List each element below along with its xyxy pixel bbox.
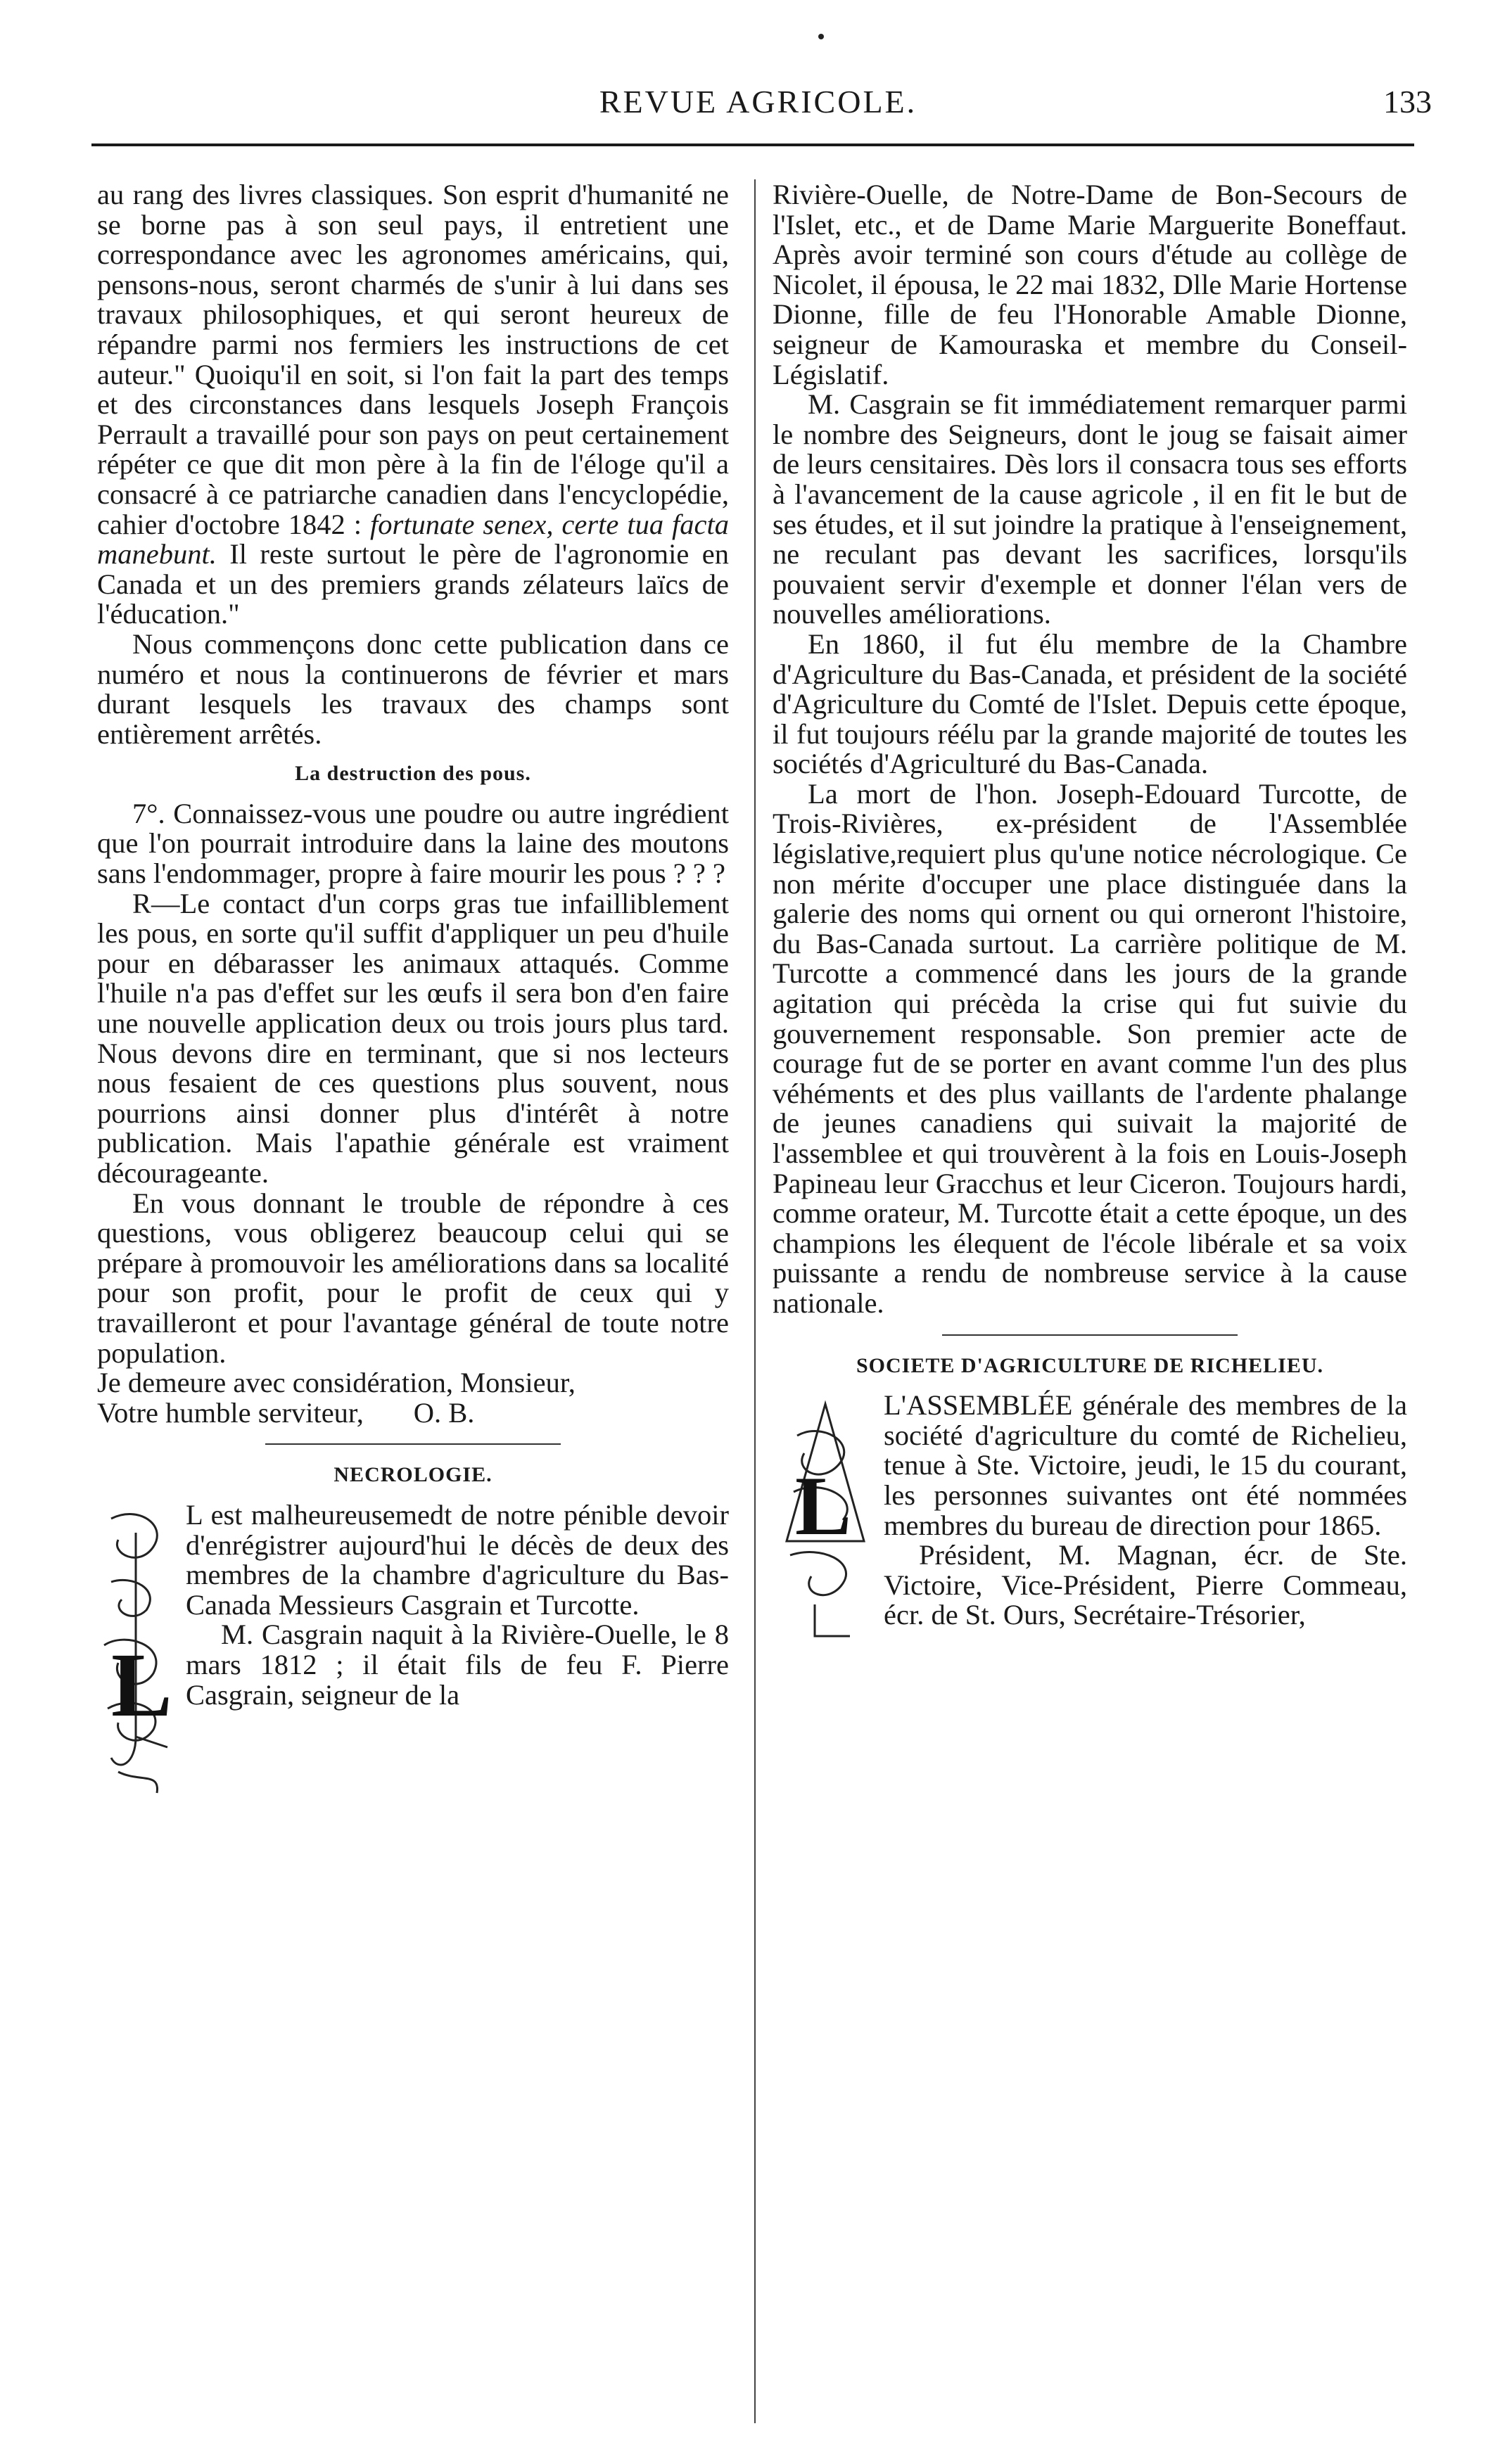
heading-destruction-pous: La destruction des pous.	[295, 762, 531, 786]
casgrain-paragraph: M. Casgrain naquit à la Rivière-Ouelle, le 8 mars 1812 ; il était fils de feu F. Pierre Casgrain, seigneur de la	[186, 1619, 729, 1711]
heading-societe-richelieu: SOCIETE D'AGRICULTURE DE RICHELIEU.	[856, 1353, 1324, 1377]
left-column	[97, 180, 729, 1807]
page-number: 133	[1383, 84, 1432, 120]
paragraph-casgrain-seigneur: M. Casgrain se fit immédiatement remarquer parmi le nombre des Seigneurs, dont le joug se faisait aimer de leurs censitaires. Dès lors il consacra tous ses efforts à l'avancement de la cause agricole , il en fit le but de ses études, et il sut joindre la pratique à l'enseignement, ne reculant pas devant les sacrifices, lorsqu'ils pouvaient servir d'exemple et donner l'élan vers de nouvelles améliorations.	[773, 388, 1407, 630]
paragraph-turcotte: La mort de l'hon. Joseph-Edouard Turcotte, de Trois-Rivières, ex-président de l'Assemblée législative,requiert plus qu'une notice nécrologique. Ce non mérite d'occuper une place distinguée dans la galerie des noms qui ornent ou qui orneront l'histoire, du Bas-Canada surtout. La carrière politique de M. Turcotte a commencé dans les jours de la grande agitation qui précèda la crise qui fut suivie du gouvernement responsable. Son premier acte de courage fut de se porter en avant comme l'un des plus véhéments et des plus vaillants de l'ardente phalange de jeunes canadiens qui suivait la majorité de l'assemblee et qui trouvèrent à la fois en Louis-Joseph Papineau leur Gracchus et leur Ciceron. Toujours hardi, comme orateur, M. Turcotte était a cette époque, un des champions les élequent de l'école libérale et sa voix puissante a rendu de nombreuse service à la cause nationale.	[773, 777, 1407, 1319]
page-header	[84, 83, 1432, 139]
heading-necrologie: NECROLOGIE.	[333, 1463, 493, 1487]
closing-line: Je demeure avec considération, Monsieur,	[97, 1367, 576, 1399]
president-paragraph: Président, M. Magnan, écr. de Ste. Victoire, Vice-Président, Pierre Commeau, écr. de St. Ours, Secrétaire-Trésorier,	[884, 1539, 1407, 1631]
assemblee-paragraph: L'ASSEMBLÉE générale des membres de la société d'agriculture du comté de Richelieu, tenue à Ste. Victoire, jeudi, le 15 du courant, les personnes suivantes ont été nommées membres du bureau de direction pour 1865.	[884, 1389, 1407, 1541]
paragraph-perrault-text: au rang des livres classiques. Son esprit d'humanité ne se borne pas à son seul pays, il entretient une correspondance avec les agronomes américains, qui, pensons-nous, seront charmés de s'unir à lui dans ses travaux philosophiques, et qui seront heureux de répandre parmi nos fermiers les instructions de cet auteur." Quoiqu'il en soit, si l'on fait la part des temps et des circonstances dans lesquels Joseph François Perrault a travaillé pour son pays on peut certainement répéter ce que dit mon père à la fin de l'éloge qu'il a consacré à ce patriarche canadien dans l'encyclopédie, cahier d'octobre 1842 :	[97, 179, 729, 540]
necrologie-paragraph: L est malheureusemedt de notre pénible devoir d'enrégistrer aujourd'hui le décès de deux des membres de la chambre d'agriculture du Bas-Canada Messieurs Casgrain et Turcotte.	[186, 1498, 729, 1621]
ornamental-dropcap-l-icon-2	[773, 1393, 878, 1647]
page-mark-dot	[818, 34, 824, 39]
right-column	[773, 180, 1407, 1647]
ornamental-dropcap-l-icon	[97, 1505, 180, 1807]
latin-quote: fortunate senex, certe tua facta manebunt.	[97, 508, 729, 570]
question-7: 7°. Connaissez-vous une poudre ou autre ingrédient que l'on pourrait introduire dans la laine des moutons sans l'endommager, propre à faire mourir les pous ? ? ?	[97, 797, 729, 890]
paragraph-trouble: En vous donnant le trouble de répondre à ces questions, vous obligerez beaucoup celui qui se prépare à promouvoir les améliorations dans sa localité pour son profit, pour le profit de ceux qui y travailleront et pour l'avantage général de toute notre population.	[97, 1187, 729, 1369]
svg-text:L: L	[111, 1634, 172, 1736]
answer-paragraph: R—Le contact d'un corps gras tue infailliblement les pous, en sorte qu'il suffit d'appliquer un peu d'huile pour en débarasser les animaux attaqués. Comme l'huile n'a pas d'effet sur les œufs il sera bon d'en faire une nouvelle application deux ou trois jours plus tard. Nous devons dire en terminant, que si nos lecteurs nous fesaient de ces questions plus souvent, nous pourrions ainsi donner plus d'intérêt à notre publication. Mais l'apathie générale est vraiment décourageante.	[97, 887, 729, 1189]
paragraph-perrault	[97, 180, 729, 630]
header-rule	[91, 143, 1414, 146]
closing-humble: Votre humble serviteur,	[97, 1396, 364, 1429]
paragraph-publication: Nous commençons donc cette publication dans ce numéro et nous la continuerons de février et mars durant lesquels les travaux des champs sont entièrement arrêtés.	[97, 627, 729, 750]
column-divider	[754, 179, 756, 2423]
signature-initials: O. B.	[413, 1396, 475, 1429]
closing-signature-line	[97, 1398, 729, 1429]
paragraph-perrault-end: Il reste surtout le père de l'agronomie en Canada et un des premiers grands zélateurs laïcs de l'éducation."	[97, 538, 729, 630]
paragraph-casgrain-cont: Rivière-Ouelle, de Notre-Dame de Bon-Secours de l'Islet, etc., et de Dame Marie Marguerite Boneffaut. Après avoir terminé son cours d'étude au collège de Nicolet, il épousa, le 22 mai 1832, Dlle Marie Hortense Dionne, fille de feu l'Honorable Amable Dionne, seigneur de Kamouraska et membre du Conseil-Législatif.	[773, 179, 1407, 390]
section-divider-right	[942, 1334, 1238, 1336]
paragraph-1860: En 1860, il fut élu membre de la Chambre d'Agriculture du Bas-Canada, et président de la société d'Agriculture du Comté de l'Islet. Depuis cette époque, il fut toujours réélu par la grande majorité de toutes les sociétés d'Agriculturé du Bas-Canada.	[773, 627, 1407, 780]
section-divider	[265, 1443, 561, 1445]
svg-text:L: L	[795, 1459, 852, 1553]
running-title: REVUE AGRICOLE.	[599, 84, 917, 120]
